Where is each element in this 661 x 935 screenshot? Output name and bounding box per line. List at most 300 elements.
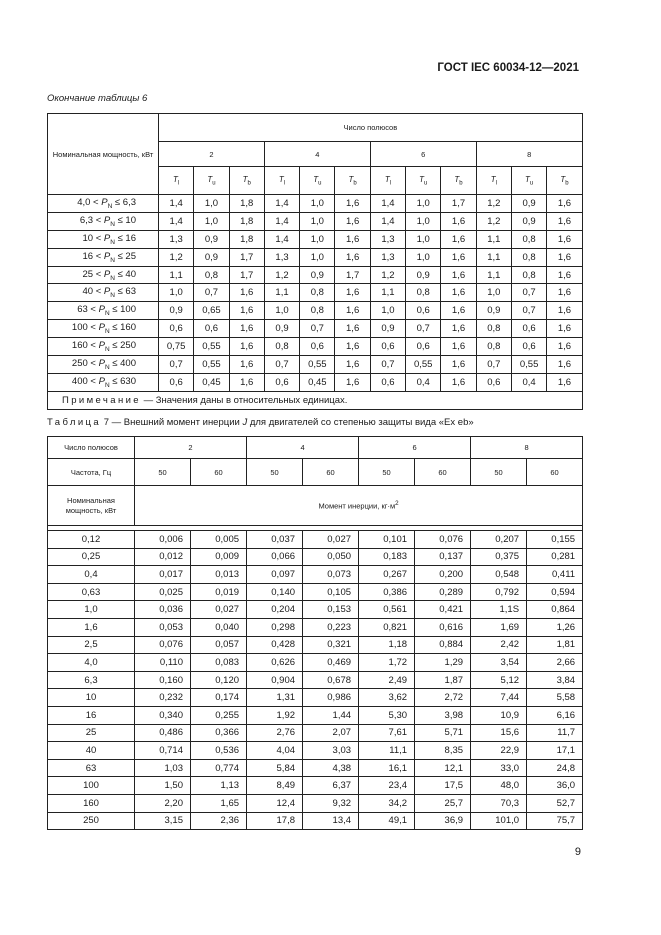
torque-symbol <box>300 167 335 195</box>
torque-value-cell: 1,0 <box>300 248 335 266</box>
inertia-value-cell: 0,321 <box>303 636 359 654</box>
range-upper: ≤ 160 <box>109 322 136 334</box>
torque-value-cell: 1,6 <box>547 302 582 320</box>
torque-value-cell: 0,7 <box>406 320 441 338</box>
torque-value-cell: 1,4 <box>264 230 299 248</box>
torque-value-cell: 1,6 <box>547 373 582 391</box>
power-subscript: N <box>110 256 115 264</box>
torque-value-cell: 1,6 <box>335 338 370 356</box>
inertia-value-cell: 0,864 <box>527 601 583 619</box>
torque-value-cell: 1,6 <box>335 373 370 391</box>
table-row <box>48 212 583 230</box>
table7-caption <box>47 417 474 428</box>
torque-value-cell: 0,55 <box>300 356 335 374</box>
table-row <box>48 230 583 248</box>
torque-symbol-letter: T <box>419 174 424 184</box>
inertia-value-cell: 0,375 <box>471 548 527 566</box>
t7-frequency-label: Частота, Гц <box>48 459 135 486</box>
torque-value-cell: 1,0 <box>264 302 299 320</box>
torque-value-cell: 0,55 <box>194 356 229 374</box>
torque-value-cell: 1,1 <box>476 266 511 284</box>
torque-value-cell: 0,8 <box>406 284 441 302</box>
inertia-value-cell: 0,386 <box>359 583 415 601</box>
torque-symbol-subscript: l <box>283 180 286 187</box>
torque-symbol-subscript: b <box>565 180 569 187</box>
table-7 <box>47 436 583 830</box>
power-subscript: N <box>110 238 115 246</box>
inertia-value-cell: 0,486 <box>135 724 191 742</box>
torque-value-cell: 1,0 <box>370 302 405 320</box>
torque-value-cell: 1,6 <box>229 320 264 338</box>
torque-value-cell: 1,6 <box>441 212 476 230</box>
inertia-value-cell: 1,18 <box>359 636 415 654</box>
t7-frequency-0: 50 <box>135 459 191 486</box>
torque-symbol-subscript: l <box>389 180 392 187</box>
power-symbol: P <box>103 268 111 280</box>
inertia-value-cell: 70,3 <box>471 794 527 812</box>
rated-power-cell: 2,5 <box>48 636 135 654</box>
torque-value-cell: 1,0 <box>159 284 194 302</box>
torque-value-cell: 0,45 <box>300 373 335 391</box>
torque-value-cell: 0,75 <box>159 338 194 356</box>
torque-value-cell: 0,7 <box>511 302 546 320</box>
torque-value-cell: 1,6 <box>335 320 370 338</box>
pole-count-2: 2 <box>159 142 265 167</box>
table-row <box>48 636 583 654</box>
inertia-value-cell: 5,71 <box>415 724 471 742</box>
table7-caption-pre: — Внешний момент инерции <box>109 417 243 428</box>
torque-value-cell: 1,6 <box>547 338 582 356</box>
torque-value-cell: 1,4 <box>264 212 299 230</box>
t7-pole-count-8: 8 <box>471 437 583 459</box>
range-upper: ≤ 63 <box>114 286 136 298</box>
torque-value-cell: 1,1 <box>370 284 405 302</box>
inertia-value-cell: 0,714 <box>135 742 191 760</box>
rated-power-cell: 63 <box>48 759 135 777</box>
torque-value-cell: 1,0 <box>476 284 511 302</box>
torque-value-cell: 1,3 <box>264 248 299 266</box>
range-lower: 6,3 < <box>79 214 104 226</box>
torque-value-cell: 0,7 <box>159 356 194 374</box>
inertia-value-cell: 25,7 <box>415 794 471 812</box>
torque-value-cell: 1,6 <box>547 195 582 213</box>
power-subscript: N <box>104 328 110 336</box>
t7-pole-count-2: 2 <box>135 437 247 459</box>
torque-value-cell: 0,8 <box>300 284 335 302</box>
power-symbol: P <box>103 286 111 298</box>
torque-value-cell: 1,6 <box>441 302 476 320</box>
inertia-value-cell: 0,066 <box>247 548 303 566</box>
inertia-value-cell: 1,13 <box>191 777 247 795</box>
inertia-value-cell: 0,223 <box>303 618 359 636</box>
torque-value-cell: 0,55 <box>194 338 229 356</box>
power-range-cell <box>48 266 159 284</box>
range-upper: ≤ 400 <box>109 358 136 370</box>
table-row <box>48 284 583 302</box>
range-lower: 160 < <box>71 340 99 352</box>
rated-power-cell: 160 <box>48 794 135 812</box>
table-row <box>48 302 583 320</box>
torque-symbol <box>547 167 582 195</box>
note-text: — Значения даны в относительных единицах. <box>141 394 348 406</box>
torque-value-cell: 1,7 <box>335 266 370 284</box>
inertia-value-cell: 0,160 <box>135 671 191 689</box>
power-subscript: N <box>107 202 113 210</box>
rated-power-header: Номинальная мощность, кВт <box>48 114 159 195</box>
inertia-value-cell: 2,20 <box>135 794 191 812</box>
torque-symbol-letter: T <box>348 174 354 184</box>
table6-continuation-label: Окончание таблицы 6 <box>47 93 148 104</box>
table7-caption-symbol: J <box>242 417 248 428</box>
t7-moment-header <box>135 486 583 526</box>
torque-value-cell: 1,3 <box>370 230 405 248</box>
table-row <box>48 583 583 601</box>
inertia-value-cell: 0,040 <box>191 618 247 636</box>
inertia-value-cell: 36,9 <box>415 812 471 830</box>
power-symbol: P <box>103 214 111 226</box>
inertia-value-cell: 0,792 <box>471 583 527 601</box>
inertia-value-cell: 7,44 <box>471 689 527 707</box>
torque-value-cell: 0,9 <box>476 302 511 320</box>
power-symbol: P <box>101 197 108 208</box>
inertia-value-cell: 34,2 <box>359 794 415 812</box>
inertia-value-cell: 1,03 <box>135 759 191 777</box>
torque-value-cell: 0,55 <box>511 356 546 374</box>
inertia-value-cell: 0,036 <box>135 601 191 619</box>
torque-value-cell: 1,2 <box>370 266 405 284</box>
torque-value-cell: 0,4 <box>406 373 441 391</box>
inertia-value-cell: 0,986 <box>303 689 359 707</box>
torque-value-cell: 1,6 <box>441 373 476 391</box>
table-row <box>48 706 583 724</box>
inertia-value-cell: 1,81 <box>527 636 583 654</box>
table-row <box>48 566 583 584</box>
inertia-value-cell: 0,110 <box>135 654 191 672</box>
torque-value-cell: 1,6 <box>441 320 476 338</box>
power-range-cell <box>48 320 159 338</box>
inertia-value-cell: 9,32 <box>303 794 359 812</box>
table-row <box>48 195 583 213</box>
torque-value-cell: 0,9 <box>511 212 546 230</box>
torque-value-cell: 1,7 <box>229 248 264 266</box>
torque-symbol-letter: T <box>454 174 460 184</box>
torque-value-cell: 1,6 <box>441 284 476 302</box>
inertia-value-cell: 8,35 <box>415 742 471 760</box>
torque-value-cell: 0,8 <box>511 248 546 266</box>
torque-symbol <box>194 167 229 195</box>
inertia-value-cell: 11,7 <box>527 724 583 742</box>
power-symbol: P <box>98 340 105 352</box>
torque-value-cell: 1,0 <box>406 195 441 213</box>
inertia-value-cell: 0,120 <box>191 671 247 689</box>
inertia-value-cell: 12,4 <box>247 794 303 812</box>
torque-symbol <box>441 167 476 195</box>
torque-value-cell: 1,4 <box>370 212 405 230</box>
inertia-value-cell: 5,84 <box>247 759 303 777</box>
inertia-value-cell: 0,050 <box>303 548 359 566</box>
inertia-value-cell: 0,037 <box>247 531 303 549</box>
torque-symbol-subscript: l <box>495 180 497 187</box>
inertia-value-cell: 1,72 <box>359 654 415 672</box>
torque-value-cell: 1,4 <box>264 195 299 213</box>
torque-value-cell: 0,7 <box>370 356 405 374</box>
inertia-value-cell: 1,87 <box>415 671 471 689</box>
torque-value-cell: 1,1 <box>159 266 194 284</box>
inertia-value-cell: 0,469 <box>303 654 359 672</box>
torque-value-cell: 1,0 <box>194 195 229 213</box>
table-row <box>48 320 583 338</box>
power-symbol: P <box>98 322 105 334</box>
torque-value-cell: 0,9 <box>264 320 299 338</box>
inertia-value-cell: 2,66 <box>527 654 583 672</box>
torque-value-cell: 0,6 <box>406 338 441 356</box>
rated-power-cell: 10 <box>48 689 135 707</box>
torque-value-cell: 1,0 <box>406 230 441 248</box>
t7-frequency-3: 60 <box>303 459 359 486</box>
torque-symbol <box>511 167 546 195</box>
torque-value-cell: 1,6 <box>229 338 264 356</box>
t7-frequency-6: 50 <box>471 459 527 486</box>
power-range-cell <box>48 356 159 374</box>
rated-power-cell: 40 <box>48 742 135 760</box>
torque-symbol-subscript: u <box>212 180 216 187</box>
inertia-value-cell: 0,006 <box>135 531 191 549</box>
range-upper: ≤ 10 <box>114 214 136 226</box>
t7-frequency-5: 60 <box>415 459 471 486</box>
inertia-value-cell: 33,0 <box>471 759 527 777</box>
inertia-value-cell: 0,105 <box>303 583 359 601</box>
torque-value-cell: 0,8 <box>264 338 299 356</box>
inertia-value-cell: 0,076 <box>415 531 471 549</box>
inertia-value-cell: 2,49 <box>359 671 415 689</box>
power-symbol: P <box>103 232 111 244</box>
inertia-value-cell: 0,428 <box>247 636 303 654</box>
torque-value-cell: 0,6 <box>370 373 405 391</box>
torque-value-cell: 0,6 <box>264 373 299 391</box>
inertia-value-cell: 0,155 <box>527 531 583 549</box>
torque-symbol-subscript: u <box>318 180 322 187</box>
torque-value-cell: 1,8 <box>229 230 264 248</box>
inertia-value-cell: 3,62 <box>359 689 415 707</box>
torque-value-cell: 1,6 <box>229 356 264 374</box>
power-subscript: N <box>104 310 110 318</box>
torque-value-cell: 1,4 <box>370 195 405 213</box>
rated-power-cell: 0,25 <box>48 548 135 566</box>
torque-value-cell: 1,3 <box>370 248 405 266</box>
inertia-value-cell: 0,289 <box>415 583 471 601</box>
inertia-value-cell: 5,30 <box>359 706 415 724</box>
torque-value-cell: 1,7 <box>441 195 476 213</box>
standard-designation: ГОСТ IEC 60034-12—2021 <box>437 62 579 74</box>
inertia-value-cell: 0,204 <box>247 601 303 619</box>
torque-value-cell: 0,8 <box>476 338 511 356</box>
power-subscript: N <box>110 292 115 300</box>
rated-power-cell: 0,12 <box>48 531 135 549</box>
t7-moment-exp: 2 <box>395 500 399 508</box>
torque-value-cell: 1,2 <box>264 266 299 284</box>
inertia-value-cell: 0,013 <box>191 566 247 584</box>
torque-symbol <box>476 167 511 195</box>
inertia-value-cell: 0,207 <box>471 531 527 549</box>
inertia-value-cell: 0,281 <box>527 548 583 566</box>
inertia-value-cell: 52,7 <box>527 794 583 812</box>
range-upper: ≤ 25 <box>114 250 136 262</box>
table-row <box>48 356 583 374</box>
torque-value-cell: 0,9 <box>370 320 405 338</box>
torque-symbol-letter: T <box>490 174 496 184</box>
power-symbol: P <box>103 250 111 262</box>
torque-value-cell: 1,6 <box>229 284 264 302</box>
inertia-value-cell: 0,083 <box>191 654 247 672</box>
table-row <box>48 759 583 777</box>
t7-moment-label: Момент инерции, кг·м <box>318 501 396 511</box>
range-upper: ≤ 250 <box>109 340 136 352</box>
torque-value-cell: 1,0 <box>406 212 441 230</box>
torque-value-cell: 1,6 <box>335 302 370 320</box>
inertia-value-cell: 12,1 <box>415 759 471 777</box>
torque-value-cell: 0,9 <box>300 266 335 284</box>
inertia-value-cell: 0,153 <box>303 601 359 619</box>
torque-value-cell: 1,6 <box>441 338 476 356</box>
inertia-value-cell: 0,421 <box>415 601 471 619</box>
inertia-value-cell: 0,255 <box>191 706 247 724</box>
inertia-value-cell: 0,019 <box>191 583 247 601</box>
torque-value-cell: 1,1 <box>264 284 299 302</box>
power-range-cell <box>48 302 159 320</box>
inertia-value-cell: 3,84 <box>527 671 583 689</box>
table-row <box>48 248 583 266</box>
torque-value-cell: 0,6 <box>300 338 335 356</box>
range-lower: 400 < <box>71 375 99 387</box>
power-symbol: P <box>98 358 105 370</box>
inertia-value-cell: 0,548 <box>471 566 527 584</box>
range-upper: ≤ 6,3 <box>112 197 136 208</box>
torque-symbol-subscript: u <box>529 180 534 187</box>
note-label: Примечание <box>62 394 141 406</box>
inertia-value-cell: 7,61 <box>359 724 415 742</box>
torque-value-cell: 0,6 <box>406 302 441 320</box>
torque-value-cell: 1,4 <box>159 212 194 230</box>
table-row <box>48 777 583 795</box>
inertia-value-cell: 4,38 <box>303 759 359 777</box>
rated-power-cell: 25 <box>48 724 135 742</box>
torque-symbol-subscript: u <box>424 180 428 187</box>
range-upper: ≤ 100 <box>109 304 136 316</box>
torque-value-cell: 0,6 <box>370 338 405 356</box>
inertia-value-cell: 0,232 <box>135 689 191 707</box>
torque-symbol-letter: T <box>173 174 178 184</box>
torque-symbol-letter: T <box>278 174 284 184</box>
inertia-value-cell: 17,1 <box>527 742 583 760</box>
inertia-value-cell: 3,54 <box>471 654 527 672</box>
inertia-value-cell: 0,174 <box>191 689 247 707</box>
inertia-value-cell: 1,69 <box>471 618 527 636</box>
inertia-value-cell: 2,42 <box>471 636 527 654</box>
rated-power-cell: 1,0 <box>48 601 135 619</box>
inertia-value-cell: 24,8 <box>527 759 583 777</box>
torque-value-cell: 1,4 <box>159 195 194 213</box>
inertia-value-cell: 0,411 <box>527 566 583 584</box>
torque-value-cell: 0,7 <box>194 284 229 302</box>
torque-symbol-letter: T <box>242 174 248 184</box>
torque-value-cell: 1,6 <box>547 212 582 230</box>
inertia-value-cell: 0,774 <box>191 759 247 777</box>
torque-value-cell: 0,8 <box>511 230 546 248</box>
table-row <box>48 338 583 356</box>
power-range-cell <box>48 248 159 266</box>
torque-value-cell: 0,6 <box>159 320 194 338</box>
torque-value-cell: 1,6 <box>441 248 476 266</box>
inertia-value-cell: 8,49 <box>247 777 303 795</box>
torque-value-cell: 1,8 <box>229 212 264 230</box>
inertia-value-cell: 0,626 <box>247 654 303 672</box>
torque-value-cell: 1,2 <box>476 212 511 230</box>
torque-value-cell: 1,6 <box>547 248 582 266</box>
inertia-value-cell: 11,1 <box>359 742 415 760</box>
inertia-value-cell: 2,36 <box>191 812 247 830</box>
inertia-value-cell: 16,1 <box>359 759 415 777</box>
range-upper: ≤ 16 <box>114 232 136 244</box>
inertia-value-cell: 101,0 <box>471 812 527 830</box>
table-row <box>48 724 583 742</box>
torque-value-cell: 0,9 <box>194 248 229 266</box>
power-subscript: N <box>104 381 110 389</box>
torque-symbol <box>335 167 370 195</box>
torque-value-cell: 1,6 <box>335 248 370 266</box>
table7-caption-label: Таблица <box>47 417 102 428</box>
page-number: 9 <box>574 846 581 858</box>
power-subscript: N <box>110 220 115 228</box>
torque-value-cell: 1,6 <box>335 356 370 374</box>
range-lower: 40 < <box>82 286 104 298</box>
power-symbol: P <box>98 304 105 316</box>
torque-symbol-letter: T <box>525 174 530 184</box>
torque-value-cell: 1,6 <box>335 195 370 213</box>
torque-value-cell: 1,6 <box>229 302 264 320</box>
torque-value-cell: 0,9 <box>406 266 441 284</box>
inertia-value-cell: 1,44 <box>303 706 359 724</box>
torque-value-cell: 0,8 <box>194 266 229 284</box>
inertia-value-cell: 0,298 <box>247 618 303 636</box>
power-subscript: N <box>110 274 115 282</box>
inertia-value-cell: 3,15 <box>135 812 191 830</box>
torque-value-cell: 0,6 <box>511 320 546 338</box>
power-subscript: N <box>104 363 110 371</box>
inertia-value-cell: 2,07 <box>303 724 359 742</box>
t7-pole-count-4: 4 <box>247 437 359 459</box>
torque-symbol-letter: T <box>313 174 319 184</box>
t7-pole-count-6: 6 <box>359 437 471 459</box>
torque-value-cell: 1,0 <box>300 212 335 230</box>
inertia-value-cell: 0,366 <box>191 724 247 742</box>
torque-symbol-subscript: b <box>353 180 357 187</box>
torque-value-cell: 1,0 <box>406 248 441 266</box>
table7-caption-number: 7 <box>103 417 109 428</box>
torque-symbol <box>406 167 441 195</box>
inertia-value-cell: 0,027 <box>303 531 359 549</box>
inertia-value-cell: 10,9 <box>471 706 527 724</box>
inertia-value-cell: 13,4 <box>303 812 359 830</box>
inertia-value-cell: 1,31 <box>247 689 303 707</box>
pole-count-4: 4 <box>264 142 370 167</box>
torque-value-cell: 1,0 <box>300 230 335 248</box>
t7-frequency-1: 60 <box>191 459 247 486</box>
torque-value-cell: 0,8 <box>511 266 546 284</box>
torque-value-cell: 0,9 <box>159 302 194 320</box>
inertia-value-cell: 0,027 <box>191 601 247 619</box>
inertia-value-cell: 48,0 <box>471 777 527 795</box>
torque-symbol <box>229 167 264 195</box>
